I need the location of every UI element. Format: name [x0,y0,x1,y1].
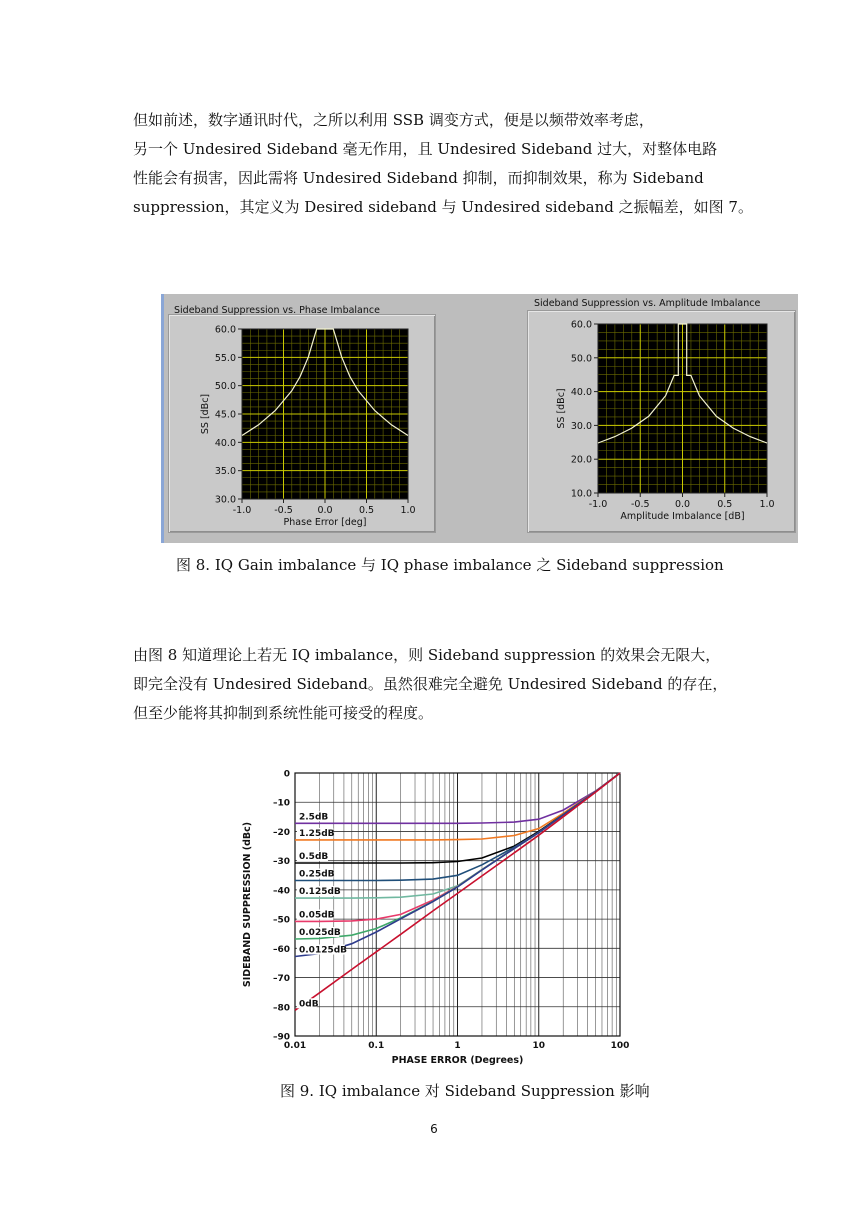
text-line: 但如前述，数字通讯时代，之所以利用 SSB 调变方式，便是以频带效率考虑， [133,111,654,129]
y-tick-label: –40 [272,886,290,897]
y-tick-label: 40.0 [570,387,592,399]
series-label: 0.025dB [299,927,341,938]
y-tick-label: 30.0 [570,420,592,432]
amplitude-imbalance-chart-panel [527,310,796,533]
y-tick-label: –30 [272,857,290,868]
page-number: 6 [430,1122,438,1136]
text-line: 另一个 Undesired Sideband 毫无作用，且 Undesired Sideband 过大，对整体电路 [133,140,718,158]
phase-imbalance-chart-title: Sideband Suppression vs. Phase Imbalance [174,305,380,316]
x-tick-label: 100 [610,1041,630,1051]
y-tick-label: –20 [272,827,290,838]
x-axis-label: Amplitude Imbalance [dB] [620,511,745,522]
text-line: 但至少能将其抑制到系统性能可接受的程度。 [133,704,434,722]
y-axis-label: SIDEBAND SUPPRESSION (dBc) [242,821,253,988]
intro-paragraph [133,106,753,222]
figure-8-caption: 图 8. IQ Gain imbalance 与 IQ phase imbalance 之 Sideband suppression [176,556,724,574]
y-tick-label: 30.0 [214,494,236,506]
y-tick-label: 60.0 [214,324,236,336]
y-tick-label: 20.0 [570,454,592,466]
y-axis-label: SS [dBc] [200,393,211,435]
text-line: 即完全没有 Undesired Sideband。虽然很难完全避免 Undesired Sideband 的存在， [133,675,728,693]
y-tick-label: 50.0 [214,381,236,393]
series-label: 1.25dB [299,828,335,839]
y-tick-label: –50 [272,915,290,926]
x-tick-label: 0.01 [283,1041,307,1051]
y-tick-label: 60.0 [570,319,592,331]
x-tick-label: 10 [532,1041,546,1051]
series-label: 0.05dB [299,910,335,921]
y-tick-label: 0 [283,769,290,780]
y-tick-label: –80 [272,1003,290,1014]
series-label: 0dB [299,999,319,1010]
sideband-suppression-log-chart [230,760,640,1072]
series-label: 0.125dB [299,887,341,898]
x-tick-label: 0.1 [368,1041,385,1051]
x-tick-label: 1 [454,1041,461,1051]
x-tick-label: -1.0 [232,505,252,516]
x-tick-label: 0.0 [317,505,333,516]
amplitude-imbalance-chart-title: Sideband Suppression vs. Amplitude Imbalance [534,298,761,309]
y-tick-label: 40.0 [214,437,236,449]
x-tick-label: 1.0 [759,499,775,510]
phase-imbalance-chart [169,315,435,532]
series-label: 2.5dB [299,812,329,823]
x-tick-label: 0.5 [358,505,375,516]
amplitude-imbalance-chart [528,311,795,532]
x-tick-label: 0.5 [717,499,733,510]
x-axis-label: Phase Error [deg] [283,517,367,528]
x-tick-label: -0.5 [630,499,650,510]
y-tick-label: 35.0 [214,466,236,478]
x-tick-label: 0.0 [674,499,691,510]
x-tick-label: 1.0 [400,505,416,516]
phase-imbalance-chart-panel [168,314,436,533]
x-tick-label: -0.5 [274,505,293,516]
y-tick-label: 45.0 [214,409,236,421]
series-label: 0.0125dB [299,945,348,956]
figure-9-caption: 图 9. IQ imbalance 对 Sideband Suppression 影响 [280,1082,650,1100]
x-axis-label: PHASE ERROR (Degrees) [391,1055,524,1066]
figure-8-panel [161,294,798,543]
y-tick-label: 50.0 [570,353,592,365]
y-axis-label: SS [dBc] [556,388,567,429]
x-tick-label: -1.0 [588,499,608,510]
y-tick-label: –70 [272,974,290,985]
y-tick-label: –10 [272,798,290,809]
text-line: 性能会有损害，因此需将 Undesired Sideband 抑制，而抑制效果，称为 Sideband [133,169,704,187]
y-tick-label: 55.0 [214,352,236,364]
series-label: 0.25dB [299,869,335,880]
y-tick-label: –90 [272,1032,290,1043]
y-tick-label: –60 [272,944,290,955]
y-tick-label: 10.0 [570,488,592,500]
text-line: suppression，其定义为 Desired sideband 与 Undesired sideband 之振幅差，如图 7。 [133,198,753,216]
series-label: 0.5dB [299,852,329,863]
text-line: 由图 8 知道理论上若无 IQ imbalance，则 Sideband suppression 的效果会无限大， [133,646,721,664]
body-paragraph [133,641,743,728]
